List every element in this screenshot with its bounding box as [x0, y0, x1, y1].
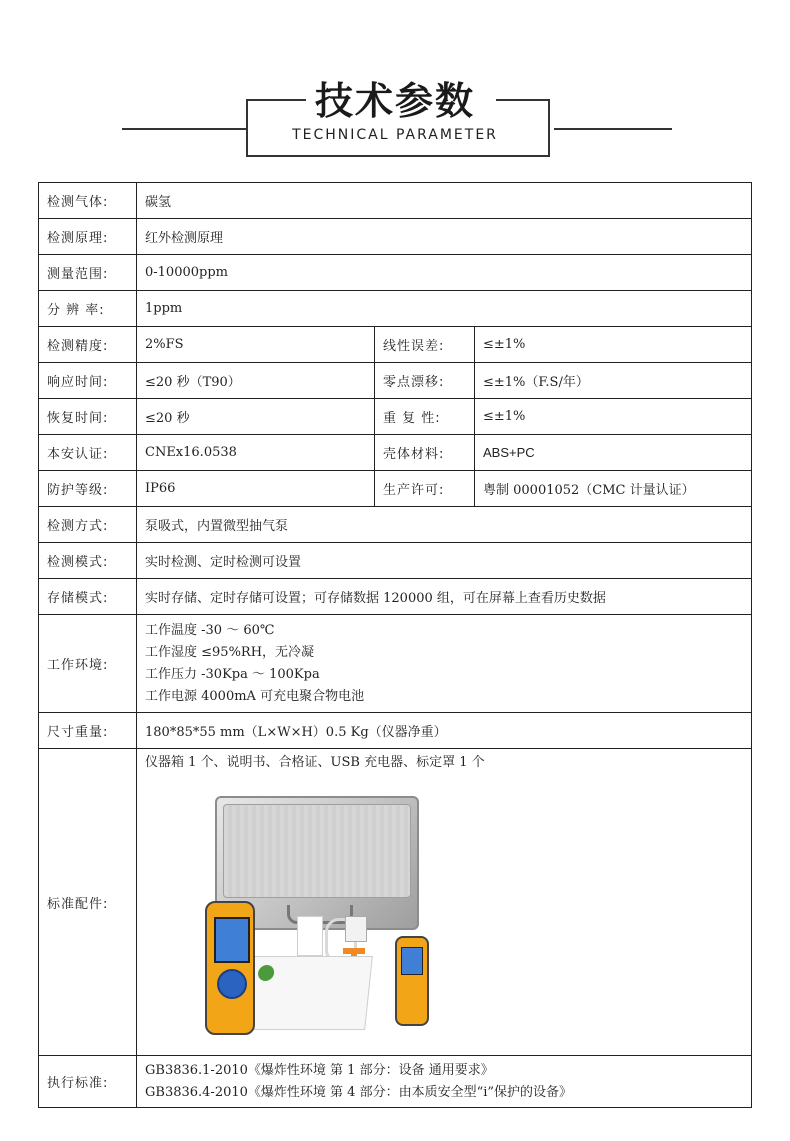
table-row [39, 543, 752, 579]
accessories-cell [137, 749, 752, 1056]
recovery-value: ≤20 秒 [137, 399, 375, 435]
zero-drift-label: 零点漂移: [375, 363, 475, 399]
usb-charger-image [345, 916, 367, 942]
storage-value: 实时存储、定时存储可设置；可存储数据 120000 组，可在屏幕上查看历史数据 [137, 579, 752, 615]
protection-label: 防护等级: [39, 471, 137, 507]
accuracy-label: 检测精度: [39, 327, 137, 363]
table-row [39, 579, 752, 615]
table-row [39, 399, 752, 435]
standard-line: GB3836.4-2010《爆炸性环境 第 4 部分：由本质安全型“i”保护的设备》 [145, 1084, 573, 1100]
resolution-label: 分 辨 率: [39, 291, 137, 327]
product-photo [205, 786, 495, 1036]
accessories-value: 仪器箱 1 个、说明书、合格证、USB 充电器、标定罩 1 个 [145, 755, 485, 770]
manual-logo [257, 965, 275, 981]
accuracy-value: 2%FS [137, 327, 375, 363]
environment-label: 工作环境: [39, 615, 137, 713]
standards-value [137, 1056, 752, 1108]
method-value: 泵吸式，内置微型抽气泵 [137, 507, 752, 543]
page-subtitle: TECHNICAL PARAMETER [292, 127, 498, 143]
table-row [39, 327, 752, 363]
housing-value: ABS+PC [475, 435, 752, 471]
header-frame-bottom [246, 155, 550, 157]
environment-line: 工作压力 -30Kpa ～ 100Kpa [145, 666, 320, 682]
standards-label: 执行标准: [39, 1056, 137, 1108]
protection-value: IP66 [137, 471, 375, 507]
certification-label: 本安认证: [39, 435, 137, 471]
table-row [39, 435, 752, 471]
detector-small-image [395, 936, 429, 1026]
page-title: 技术参数 [314, 79, 475, 123]
size-weight-label: 尺寸重量: [39, 713, 137, 749]
table-row [39, 749, 752, 1056]
accessories-label: 标准配件: [39, 749, 137, 1056]
manual-image [243, 956, 373, 1030]
environment-line: 工作电源 4000mA 可充电聚合物电池 [145, 688, 365, 704]
gas-detector-image [205, 901, 255, 1035]
range-label: 测量范围: [39, 255, 137, 291]
response-value: ≤20 秒（T90） [137, 363, 375, 399]
environment-value [137, 615, 752, 713]
table-row [39, 255, 752, 291]
repeatability-value: ≤±1% [475, 399, 752, 435]
license-label: 生产许可: [375, 471, 475, 507]
environment-line: 工作湿度 ≤95%RH，无冷凝 [145, 644, 315, 660]
response-label: 响应时间: [39, 363, 137, 399]
standard-line: GB3836.1-2010《爆炸性环境 第 1 部分：设备 通用要求》 [145, 1062, 494, 1078]
table-row [39, 471, 752, 507]
principle-label: 检测原理: [39, 219, 137, 255]
table-row [39, 713, 752, 749]
resolution-value: 1ppm [137, 291, 752, 327]
repeatability-label: 重 复 性: [375, 399, 475, 435]
table-row [39, 219, 752, 255]
storage-label: 存储模式: [39, 579, 137, 615]
table-row [39, 183, 752, 219]
table-row [39, 1056, 752, 1108]
table-row [39, 291, 752, 327]
linearity-value: ≤±1% [475, 327, 752, 363]
certification-value: CNEx16.0538 [137, 435, 375, 471]
range-value: 0-10000ppm [137, 255, 752, 291]
recovery-label: 恢复时间: [39, 399, 137, 435]
principle-value: 红外检测原理 [137, 219, 752, 255]
gas-label: 检测气体: [39, 183, 137, 219]
license-value: 粤制 00001052（CMC 计量认证） [475, 471, 752, 507]
linearity-label: 线性误差: [375, 327, 475, 363]
housing-label: 壳体材料: [375, 435, 475, 471]
certificate-card-image [297, 916, 323, 956]
detector-keypad [217, 969, 247, 999]
gas-value: 碳氢 [137, 183, 752, 219]
mode-label: 检测模式: [39, 543, 137, 579]
size-weight-value: 180*85*55 mm（L×W×H）0.5 Kg（仪器净重） [137, 713, 752, 749]
detector-small-screen [401, 947, 423, 975]
section-header [0, 0, 790, 180]
table-row [39, 615, 752, 713]
detector-screen [214, 917, 250, 963]
case-lid [223, 804, 411, 898]
zero-drift-value: ≤±1%（F.S/年） [475, 363, 752, 399]
environment-line: 工作温度 -30 ～ 60℃ [145, 622, 275, 638]
table-row [39, 507, 752, 543]
mode-value: 实时检测、定时检测可设置 [137, 543, 752, 579]
method-label: 检测方式: [39, 507, 137, 543]
spec-table [38, 182, 752, 1108]
table-row [39, 363, 752, 399]
